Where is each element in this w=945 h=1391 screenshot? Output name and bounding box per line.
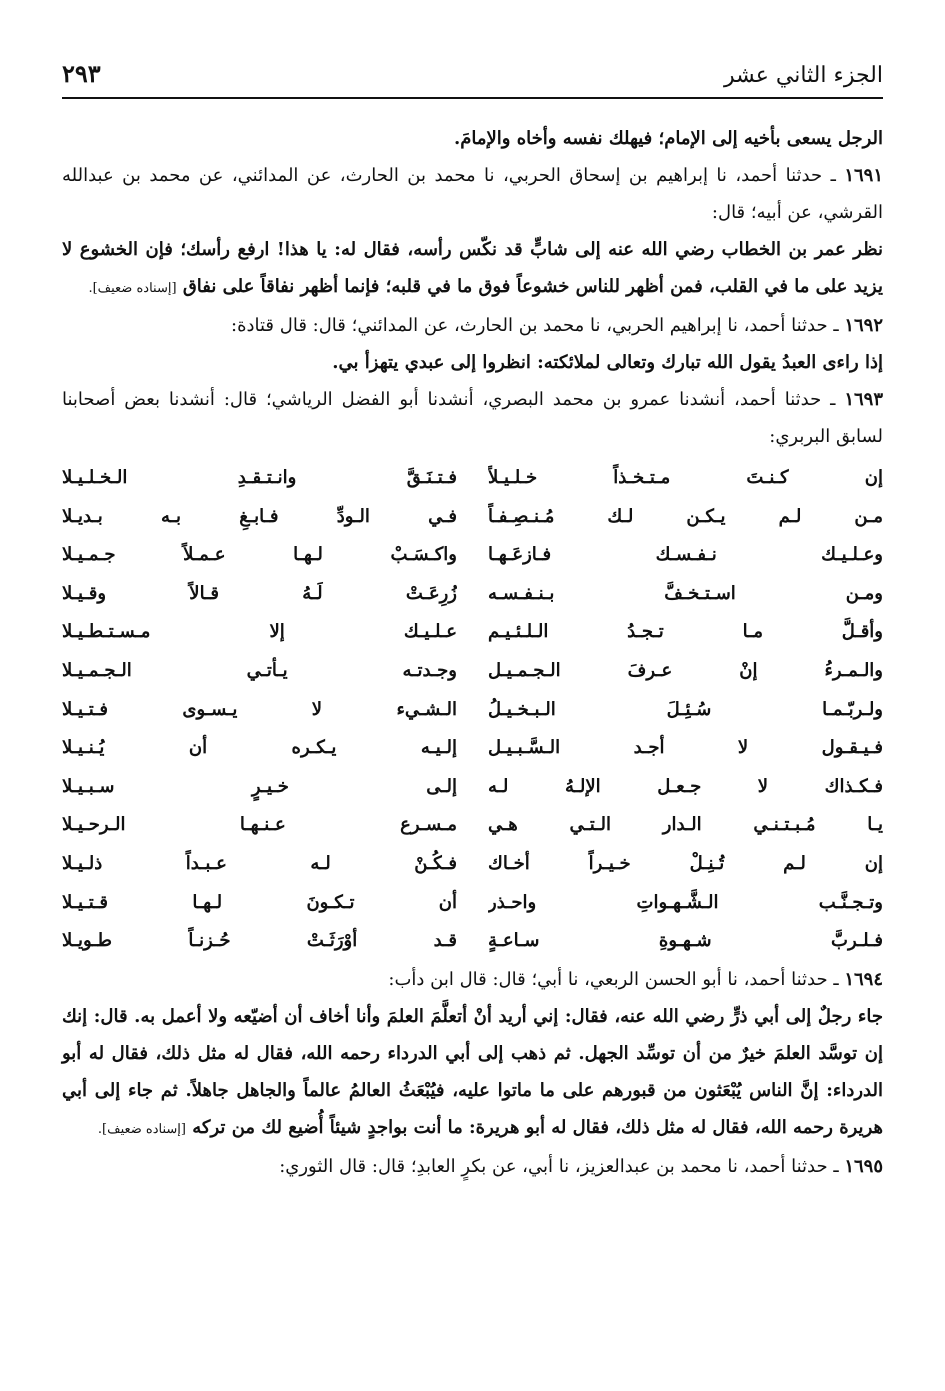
hadith-1694-isnad (62, 961, 883, 998)
second-hemistich: وجـدتـه يـأتـي الـجـمـيـلا (62, 659, 457, 681)
header-rule (62, 97, 883, 99)
second-hemistich: الـشـيء لا يـسـوى فـتـيـلا (62, 698, 457, 720)
hadith-number: ١٦٩١ (844, 165, 883, 186)
poem-verse (62, 652, 883, 691)
isnad-text: ـ حدثنا أحمد، نا إبراهيم بن إسحاق الحربي، نا محمد بن الحارث، عن المدائني، عن محمد بن عبدالله القرشي، عن أبيه؛ قال: (62, 165, 883, 223)
hadith-number: ١٦٩٣ (844, 389, 883, 410)
matn-text: نظر عمر بن الخطاب رضي الله عنه إلى شابٍّ قد نكّس رأسه، فقال له: يا هذا! ارفع رأسك؛ فإن الخشوع لا يزيد على ما في القلب، فمن أظهر للناس خشوعاً فوق ما في قلبه؛ فإنما أظهر نفاقاً على نفاق (62, 239, 883, 297)
hadith-1692-isnad (62, 307, 883, 344)
poem-verse (62, 845, 883, 884)
poem-verse (62, 691, 883, 730)
first-hemistich: إن لـم تُـنِـلْ خـيـراً أخـاك (488, 852, 883, 874)
first-hemistich: وأقـلَّ مـا تـجـدُ الـلـئـيـم (488, 621, 883, 643)
second-hemistich: عـلـيـك إلا مـسـتـطـيـلا (62, 621, 457, 643)
page-number: ٢٩٣ (62, 59, 101, 88)
poem-verse (62, 768, 883, 807)
poem-verse (62, 498, 883, 537)
second-hemistich: إلـيـه يـكـره أن يُـنـيـلا (62, 737, 457, 759)
second-hemistich: إلـى خـيـرٍ سـبـيـلا (62, 775, 457, 797)
poem-verse (62, 922, 883, 961)
poem-verse (62, 459, 883, 498)
grading-note: [إسناده ضعيف]. (97, 1121, 186, 1137)
matn-text: جاء رجلٌ إلى أبي ذرٍّ رضي الله عنه، فقال: إني أريد أنْ أتعلَّمَ العلمَ وأنا أخاف أن أضيّعه ولا أعمل به. قال: إنك إن توسَّد العلمَ خيرٌ من أن توسِّد الجهل. ثم ذهب إلى أبي الدرداء رحمه الله، فقال له مثل ذلك، فقال له أبو الدرداء: إنَّ الناس يُبْعَثون من قبورهم على ما ماتوا عليه، فيُبْعَثُ العالمُ عالماً والجاهل جاهلاً. ثم جاء إلى أبي هريرة رحمه الله، فقال له مثل ذلك، فقال له أبو هريرة: ما أنت بواجدٍ شيئاً أُضيع لك من تركه (62, 1005, 883, 1138)
second-hemistich: قـد أوْرَثَـتْ حُـزنـاً طـويـلا (62, 930, 457, 952)
second-hemistich: فـي الـودِّ فـابـغِ بـه بـديـلا (62, 505, 457, 527)
grading-note: [إسناده ضعيف]. (88, 281, 177, 296)
isnad-text: ـ حدثنا أحمد، نا محمد بن عبدالعزيز، نا أبي، عن بكرٍ العابدِ؛ قال: قال الثوري: (279, 1155, 845, 1177)
hadith-number: ١٦٩٤ (844, 968, 883, 990)
page-header (62, 52, 883, 88)
first-hemistich: فـكـذاك لا جـعـل الإلـهُ لـه (488, 775, 883, 797)
poem-verse (62, 536, 883, 575)
page-body (62, 120, 883, 1185)
first-hemistich: وعـلـيـك نـفـسـك فـازعَـهـا (488, 544, 883, 566)
second-hemistich: فـتـنَـقَّ وانـتـقـدِ الـخـلـيـلا (62, 467, 457, 488)
second-hemistich: أن تـكـونَ لـهـا قـتـيـلا (62, 891, 457, 913)
isnad-text: ـ حدثنا أحمد، أنشدنا عمرو بن محمد البصري، أنشدنا أبو الفضل الرياشي؛ قال: أنشدنا بعض أصحابنا لسابق البربري: (62, 389, 883, 447)
first-hemistich: والـمـرءُ إنْ عـرفَ الـجـمـيـل (488, 659, 883, 681)
poem (62, 459, 883, 961)
hadith-number: ١٦٩٥ (844, 1155, 883, 1177)
first-hemistich: فـلـربَّ شـهـوةِ سـاعـةٍ (488, 930, 883, 952)
second-hemistich: فـكُـنْ لـه عـبـداً ذلـيـلا (62, 852, 457, 874)
isnad-text: ـ حدثنا أحمد، نا إبراهيم الحربي، نا محمد بن الحارث، عن المدائني؛ قال: قال قتادة: (231, 315, 845, 336)
hadith-1695-isnad (62, 1148, 883, 1185)
first-hemistich: يـا مُـبـتـنـي الـدار الـتـي هـي (488, 814, 883, 836)
poem-verse (62, 806, 883, 845)
hadith-1692-text: إذا راءى العبدُ يقول الله تبارك وتعالى لملائكته: انظروا إلى عبدي يتهزأ بي. (332, 352, 883, 373)
running-head: الجزء الثاني عشر (724, 63, 883, 88)
hadith-1694-text (62, 998, 883, 1148)
second-hemistich: واكـسَـبْ لـهـا عـمـلاً جـمـيـلا (62, 544, 457, 566)
poem-verse (62, 884, 883, 923)
second-hemistich: زُرِعَـتْ لَـهُ قـالاً وقـيـلا (62, 582, 457, 604)
first-hemistich: وتـجـنَّـب الـشَّـهـواتِ واحـذر (488, 891, 883, 913)
paragraph-continuation: الرجل يسعى بأخيه إلى الإمام؛ فيهلك نفسه وأخاه والإمامَ. (453, 128, 883, 149)
first-hemistich: ومـن اسـتـخـفَّ بـنـفـسـه (488, 582, 883, 604)
poem-verse (62, 575, 883, 614)
first-hemistich: مـن لـم يـكـن لـك مُـنـصِـفـاً (488, 505, 883, 527)
hadith-1691-isnad (62, 157, 883, 231)
isnad-text: ـ حدثنا أحمد، نا أبو الحسن الربعي، نا أبي؛ قال: قال ابن دأب: (388, 968, 845, 990)
first-hemistich: ولـربّـمـا سُـئِـلَ الـبـخـيـلُ (488, 698, 883, 720)
first-hemistich: فـيـقـول لا أجـد الـسَّـبـيـل (488, 737, 883, 759)
hadith-1691-text (62, 231, 883, 307)
poem-verse (62, 729, 883, 768)
hadith-number: ١٦٩٢ (844, 315, 883, 336)
first-hemistich: إن كـنـتَ مـتـخـذاً خـلـيـلاً (488, 467, 883, 488)
hadith-1693-isnad (62, 381, 883, 455)
poem-verse (62, 613, 883, 652)
second-hemistich: مـسـرع عـنـهـا الـرحـيـلا (62, 814, 457, 836)
